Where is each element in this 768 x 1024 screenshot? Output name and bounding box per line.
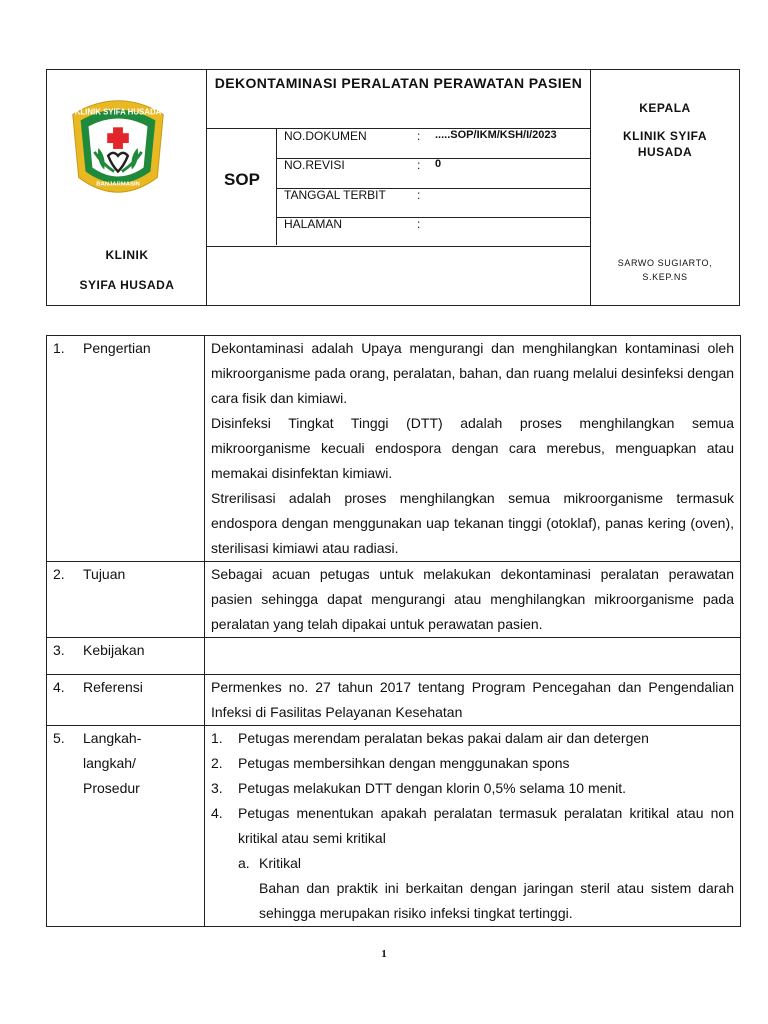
row-referensi [47,675,741,726]
row-content [205,638,741,675]
logo-ring-text: BANJARMASIN [96,181,140,188]
row-label-text: Langkah- [83,730,142,746]
row-content: Permenkes no. 27 tahun 2017 tentang Program Pencegahan dan Pengendalian Infeksi di Fasilitas Pelayanan Kesehatan [205,675,741,726]
row-pengertian [47,336,741,562]
sop-header-table [46,69,740,306]
step-number: 1. [211,730,223,746]
clinic-name-line-1: KLINIK [105,248,149,262]
meta-colon: : [417,129,421,143]
list-item [211,726,734,751]
signer-name: SARWO SUGIARTO, [617,258,713,268]
step-text: Petugas merendam peralatan bekas pakai dalam air dan detergen [238,730,649,746]
row-label-text: Pengertian [83,340,151,356]
meta-row-tanggal-terbit [277,188,590,218]
row-kebijakan [47,638,741,675]
row-tujuan [47,562,741,638]
signer-block [590,256,740,284]
row-content [205,726,741,927]
row-label-text: Prosedur [83,780,140,796]
meta-value: 0 [435,158,442,170]
step-text: Petugas membersihkan dengan menggunakan spons [238,755,570,771]
row-label [47,675,205,726]
list-item [211,801,734,851]
definition-paragraph: Strerilisasi adalah proses menghilangkan semua mikroorganisme termasuk endospora dengan menggunakan uap tekanan tinggi (otoklaf), panas kering (oven), sterilisasi kimiawi atau radiasi. [211,490,734,556]
meta-row-no-revisi [277,158,590,188]
sop-label: SOP [224,170,260,189]
row-label-text: Kebijakan [83,642,145,658]
meta-label: NO.REVISI [284,158,345,172]
logo-ring-text: KLINIK SYIFA HUSADA [74,107,162,117]
meta-row-halaman [277,217,590,247]
step-number: 3. [211,780,223,796]
step-text: Petugas menentukan apakah peralatan termasuk peralatan kritikal atau non kritikal atau semi kritikal [238,805,734,846]
document-title: DEKONTAMINASI PERALATAN PERAWATAN PASIEN [214,75,583,91]
sub-item-title: Kritikal [259,855,302,871]
row-content: Sebagai acuan petugas untuk melakukan dekontaminasi peralatan perawatan pasien sehingga dapat mengurangi atau menghilangkan mikroorganisme pada peralatan yang telah dipakai untuk perawatan pasien. [205,562,741,638]
step-number: 4. [211,805,223,821]
row-label [47,638,205,675]
row-label [47,336,205,562]
step-text: Petugas melakukan DTT dengan klorin 0,5% selama 10 menit. [238,780,627,796]
row-label [47,726,205,927]
clinic-logo [59,90,177,200]
list-item [211,751,734,776]
kepala-label: KEPALA [639,101,691,115]
row-number: 5. [53,730,65,746]
meta-colon: : [417,158,421,172]
meta-value: .....SOP/IKM/KSH/I/2023 [435,129,557,141]
definition-paragraph: Dekontaminasi adalah Upaya mengurangi dan menghilangkan kontaminasi oleh mikroorganisme pada orang, peralatan, bahan, dan ruang melalui desinfeksi dengan cara fisik dan kimiawi. [211,340,735,406]
sub-item-letter: a. [238,855,250,871]
row-content [205,336,741,562]
meta-colon: : [417,188,421,202]
row-number: 4. [53,679,65,695]
sop-content-table [46,335,741,927]
meta-label: TANGGAL TERBIT [284,188,386,202]
row-number: 1. [53,340,65,356]
procedure-steps [211,726,734,851]
row-label-text: langkah/ [83,755,136,771]
clinic-name-line-2: SYIFA HUSADA [79,278,175,292]
meta-label: HALAMAN [284,217,343,231]
list-item [211,776,734,801]
step-number: 2. [211,755,223,771]
sub-item-kritikal [238,851,734,926]
definition-paragraph: Disinfeksi Tingkat Tinggi (DTT) adalah proses menghilangkan semua mikroorganisme kecuali endospora dengan cara merebus, menguapkan atau memakai disinfektan kimiawi. [211,415,734,481]
klinik-label: KLINIK SYIFA HUSADA [622,129,707,159]
meta-row-no-dokumen [277,129,590,159]
row-number: 3. [53,642,65,658]
sub-item-body: Bahan dan praktik ini berkaitan dengan jaringan steril atau sistem darah sehingga merupakan risiko infeksi tingkat tertinggi. [259,880,734,921]
row-langkah [47,726,741,927]
meta-colon: : [417,217,421,231]
signer-title: S.KEP.NS [642,272,688,282]
row-label-text: Tujuan [83,566,126,582]
row-label-text: Referensi [83,679,143,695]
row-label [47,562,205,638]
row-number: 2. [53,566,65,582]
page-number: 1 [381,948,387,960]
meta-label: NO.DOKUMEN [284,129,367,143]
